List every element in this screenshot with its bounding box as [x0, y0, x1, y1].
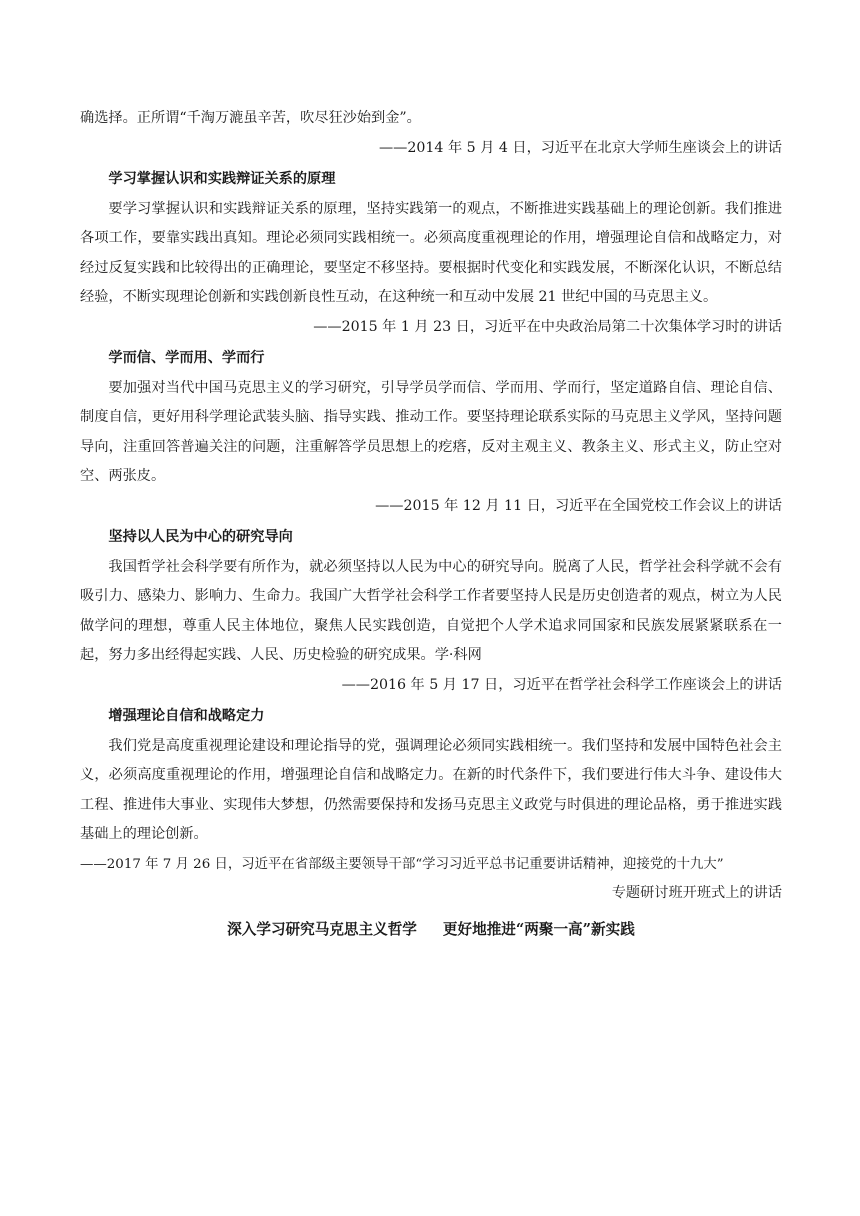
section-attribution-1: ——2015 年 1 月 23 日，习近平在中央政治局第二十次集体学习时的讲话 [313, 318, 782, 335]
section-attribution-2: ——2015 年 12 月 11 日，习近平在全国党校工作会议上的讲话 [375, 497, 782, 514]
section-heading-3: 坚持以人民为中心的研究导向 [108, 529, 293, 545]
section-body-1: 要学习掌握认识和实践辩证关系的原理，坚持实践第一的观点，不断推进实践基础上的理论创新。我们推进各项工作，要靠实践出真知。理论必须同实践相统一。必须高度重视理论的作用，增强理论自信和战略定力，对经过反复实践和比较得出的正确理论，要坚定不移坚持。要根据时代变化和实践发展，不断深化认识，不断总结经验，不断实现理论创新和实践创新良性互动，在这种统一和互动中发展 21 世纪中国的马克思主义。 [80, 200, 782, 305]
intro-line: 确选择。正所谓“千淘万漉虽辛苦，吹尽狂沙始到金”。 [80, 110, 421, 126]
closing-title-part2: 更好地推进“两聚一高”新实践 [442, 920, 635, 938]
final-attribution-line1: ——2017 年 7 月 26 日，习近平在省部级主要领导干部“学习习近平总书记重要讲话精神，迎接党的十九大” [80, 856, 724, 872]
section-body-2: 要加强对当代中国马克思主义的学习研究，引导学员学而信、学而用、学而行，坚定道路自信、理论自信、制度自信，更好用科学理论武装头脑、指导实践、推动工作。要坚持理论联系实际的马克思主义学风，坚持问题导向，注重回答普遍关注的问题，注重解答学员思想上的疙瘩，反对主观主义、教条主义、形式主义，防止空对空、两张皮。 [80, 379, 782, 484]
document-page [80, 104, 782, 944]
closing-title [80, 915, 782, 945]
section-attribution-3: ——2016 年 5 月 17 日，习近平在哲学社会科学工作座谈会上的讲话 [341, 676, 782, 693]
section-heading-2: 学而信、学而用、学而行 [108, 350, 265, 366]
intro-attribution: ——2014 年 5 月 4 日，习近平在北京大学师生座谈会上的讲话 [378, 139, 782, 156]
section-heading-4: 增强理论自信和战略定力 [108, 708, 265, 724]
section-heading-1: 学习掌握认识和实践辩证关系的原理 [108, 171, 336, 187]
section-body-3: 我国哲学社会科学要有所作为，就必须坚持以人民为中心的研究导向。脱离了人民，哲学社会科学就不会有吸引力、感染力、影响力、生命力。我国广大哲学社会科学工作者要坚持人民是历史创造者的观点，树立为人民做学问的理想，尊重人民主体地位，聚焦人民实践创造，自觉把个人学术追求同国家和民族发展紧紧联系在一起，努力多出经得起实践、人民、历史检验的研究成果。学·科网 [80, 558, 782, 663]
final-attribution-line2: 专题研讨班开班式上的讲话 [611, 885, 782, 901]
closing-title-part1: 深入学习研究马克思主义哲学 [227, 920, 417, 938]
section-body-4: 我们党是高度重视理论建设和理论指导的党，强调理论必须同实践相统一。我们坚持和发展中国特色社会主义，必须高度重视理论的作用，增强理论自信和战略定力。在新的时代条件下，我们要进行伟大斗争、建设伟大工程、推进伟大事业、实现伟大梦想，仍然需要保持和发扬马克思主义政党与时俱进的理论品格，勇于推进实践基础上的理论创新。 [80, 737, 782, 842]
